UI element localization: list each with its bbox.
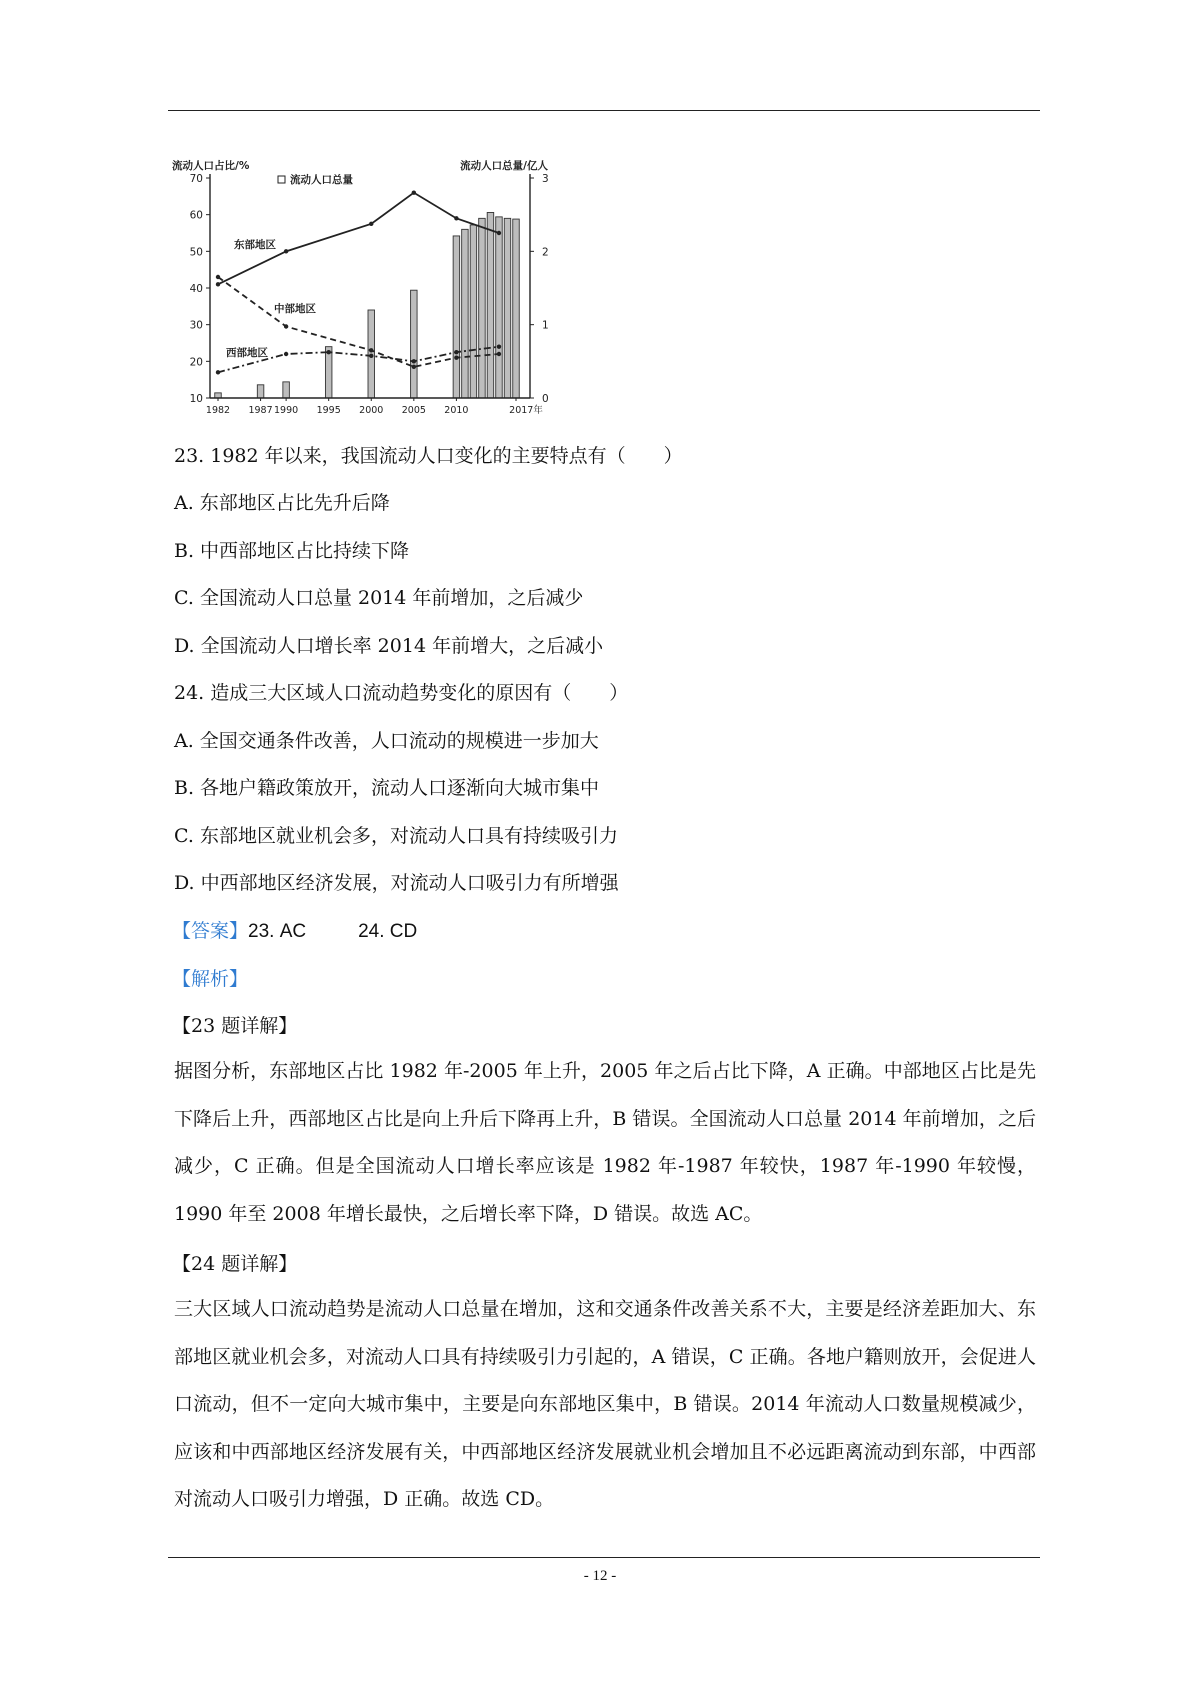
series-1-point-2005	[412, 365, 416, 369]
bar-2013	[479, 218, 486, 398]
legend-swatch	[278, 176, 285, 183]
series-0-point-2000	[369, 222, 373, 226]
bar-2015	[496, 217, 503, 398]
x-tick-label-1990: 1990	[274, 405, 299, 416]
bar-1987	[257, 385, 264, 398]
q23-option-b: B. 中西部地区占比持续下降	[174, 540, 410, 562]
series-0-point-2005	[412, 190, 416, 194]
q23-option-d: D. 全国流动人口增长率 2014 年前增大，之后减小	[174, 635, 604, 657]
q23-option-a: A. 东部地区占比先升后降	[174, 492, 390, 514]
bar-2012	[470, 225, 477, 398]
bar-2010	[453, 236, 460, 398]
q23-stem: 23. 1982 年以来，我国流动人口变化的主要特点有（ ）	[174, 445, 683, 467]
bar-2014	[487, 212, 494, 398]
q24-option-c: C. 东部地区就业机会多，对流动人口具有持续吸引力	[174, 825, 618, 847]
series-0-point-2015	[497, 231, 501, 235]
x-tick-label-1982: 1982	[205, 405, 231, 416]
x-tick-label-2010: 2010	[444, 405, 469, 416]
bar-2016	[504, 218, 511, 398]
left-tick-label-30: 30	[189, 319, 203, 332]
series-label-east: 东部地区	[234, 239, 276, 251]
footer-rule	[168, 1557, 1040, 1558]
detail24-heading: 【24 题详解】	[172, 1253, 298, 1275]
series-1-point-2010	[454, 355, 458, 359]
series-label-west: 西部地区	[226, 347, 268, 359]
right-tick-label-0: 0	[542, 393, 549, 405]
bar-1982	[215, 393, 222, 398]
series-2-point-1995	[326, 350, 330, 354]
series-2-point-2015	[497, 344, 501, 348]
answer-line	[172, 917, 417, 946]
series-1-point-1990	[284, 324, 288, 328]
x-tick-label-2017: 2017年	[509, 405, 543, 416]
series-2-point-2000	[369, 354, 373, 358]
series-0-point-1982	[216, 282, 220, 286]
answer-23: 23. AC	[248, 921, 307, 942]
left-tick-label-20: 20	[189, 356, 203, 369]
x-tick-label-2005: 2005	[401, 405, 426, 416]
left-axis-title: 流动人口占比/%	[172, 160, 250, 172]
left-tick-label-70: 70	[189, 173, 203, 185]
left-tick-label-10: 10	[189, 393, 203, 405]
right-axis-title: 流动人口总量/亿人	[460, 160, 548, 172]
left-tick-label-50: 50	[189, 246, 203, 259]
population-chart	[170, 150, 580, 420]
page-number: - 12 -	[583, 1568, 617, 1584]
answer-24: 24. CD	[358, 921, 418, 942]
analysis-tag: 【解析】	[172, 968, 249, 990]
series-1-point-2000	[369, 348, 373, 352]
bar-1995	[325, 347, 332, 398]
series-2-point-1982	[216, 370, 220, 374]
chart-canvas	[170, 150, 580, 420]
left-tick-label-40: 40	[189, 283, 203, 295]
legend-label: 流动人口总量	[290, 174, 353, 186]
detail24-text: 三大区域人口流动趋势是流动人口总量在增加，这和交通条件改善关系不大，主要是经济差距加大、东部地区就业机会多，对流动人口具有持续吸引力引起的，A 错误，C 正确。各地户籍则放开，会促进人口流动，但不一定向大城市集中，主要是向东部地区集中，B 错误。2014 年流动人口数量规模减少，应该和中西部地区经济发展有关，中西部地区经济发展就业机会增加且不必远距离流动到东部，中西部对流动人口吸引力增强，D 正确。故选 CD。	[174, 1298, 1036, 1510]
header-rule	[168, 110, 1040, 111]
x-tick-label-1987: 1987	[248, 405, 273, 416]
q24-option-b: B. 各地户籍政策放开，流动人口逐渐向大城市集中	[174, 777, 600, 799]
series-2-point-2010	[454, 350, 458, 354]
bar-2017	[513, 219, 520, 398]
series-2-point-2005	[412, 359, 416, 363]
q24-option-a: A. 全国交通条件改善，人口流动的规模进一步加大	[174, 730, 599, 752]
series-0-point-2010	[454, 216, 458, 220]
answer-tag: 【答案】	[172, 920, 249, 942]
right-tick-label-1: 1	[542, 319, 549, 332]
series-1-point-1982	[216, 275, 220, 279]
x-tick-label-2000: 2000	[359, 405, 384, 416]
x-tick-label-1995: 1995	[316, 405, 341, 416]
q24-option-d: D. 中西部地区经济发展，对流动人口吸引力有所增强	[174, 872, 619, 894]
bar-2005	[411, 290, 418, 398]
series-2-point-1990	[284, 352, 288, 356]
q24-stem: 24. 造成三大区域人口流动趋势变化的原因有（ ）	[174, 682, 629, 704]
series-1-point-2015	[497, 352, 501, 356]
left-tick-label-60: 60	[189, 209, 203, 222]
bar-2011	[462, 229, 469, 398]
q23-option-c: C. 全国流动人口总量 2014 年前增加，之后减少	[174, 587, 584, 609]
series-0-point-1990	[284, 249, 288, 253]
detail23-heading: 【23 题详解】	[172, 1015, 298, 1037]
detail23-text: 据图分析，东部地区占比 1982 年-2005 年上升，2005 年之后占比下降，A 正确。中部地区占比是先下降后上升，西部地区占比是向上升后下降再上升，B 错误。全国流动人口总量 2014 年前增加，之后减少，C 正确。但是全国流动人口增长率应该是 1982 年-1987 年较快，1987 年-1990 年较慢，1990 年至 2008 年增长最快，之后增长率下降，D 错误。故选 AC。	[174, 1060, 1036, 1225]
bar-1990	[283, 382, 290, 398]
right-tick-label-3: 3	[542, 173, 549, 185]
series-label-central: 中部地区	[274, 303, 316, 315]
right-tick-label-2: 2	[542, 246, 549, 259]
